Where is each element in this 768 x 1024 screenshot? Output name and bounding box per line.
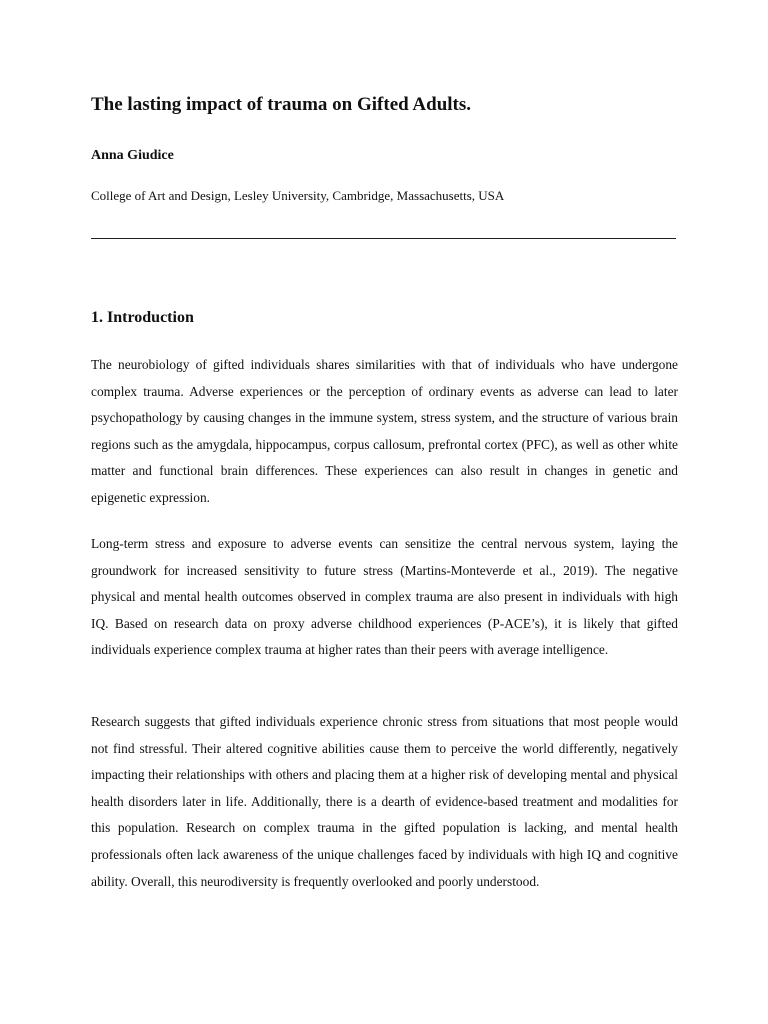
paper-title: The lasting impact of trauma on Gifted Adults.	[91, 94, 472, 115]
body-paragraph: Long-term stress and exposure to adverse events can sensitize the central nervous system, laying the groundwork for increased sensitivity to future stress (Martins-Monteverde et al., 2019). The negative physical and mental health outcomes observed in complex trauma are also present in individuals with high IQ. Based on research data on proxy adverse childhood experiences (P-ACE’s), it is likely that gifted individuals experience complex trauma at higher rates than their peers with average intelligence.	[91, 536, 678, 658]
body-paragraph: The neurobiology of gifted individuals shares similarities with that of individuals who have undergone complex trauma. Adverse experiences or the perception of ordinary events as adverse can lead to later psychopathology by causing changes in the immune system, stress system, and the structure of various brain regions such as the amygdala, hippocampus, corpus callosum, prefrontal cortex (PFC), as well as other white matter and functional brain differences. These experiences can also result in changes in genetic and epigenetic expression.	[91, 357, 678, 505]
document-page	[91, 0, 678, 1024]
author-affiliation: College of Art and Design, Lesley University, Cambridge, Massachusetts, USA	[91, 188, 505, 203]
section-heading-introduction: 1. Introduction	[91, 309, 194, 326]
body-paragraph: Research suggests that gifted individuals experience chronic stress from situations that most people would not find stressful. Their altered cognitive abilities cause them to perceive the world differently, negatively impacting their relationships with others and placing them at a higher risk of developing mental and physical health disorders later in life. Additionally, there is a dearth of evidence-based treatment and modalities for this population. Research on complex trauma in the gifted population is lacking, and mental health professionals often lack awareness of the unique challenges faced by individuals with high IQ and cognitive ability. Overall, this neurodiversity is frequently overlooked and poorly understood.	[91, 714, 678, 889]
header-divider	[91, 238, 676, 239]
author-name: Anna Giudice	[91, 148, 174, 163]
